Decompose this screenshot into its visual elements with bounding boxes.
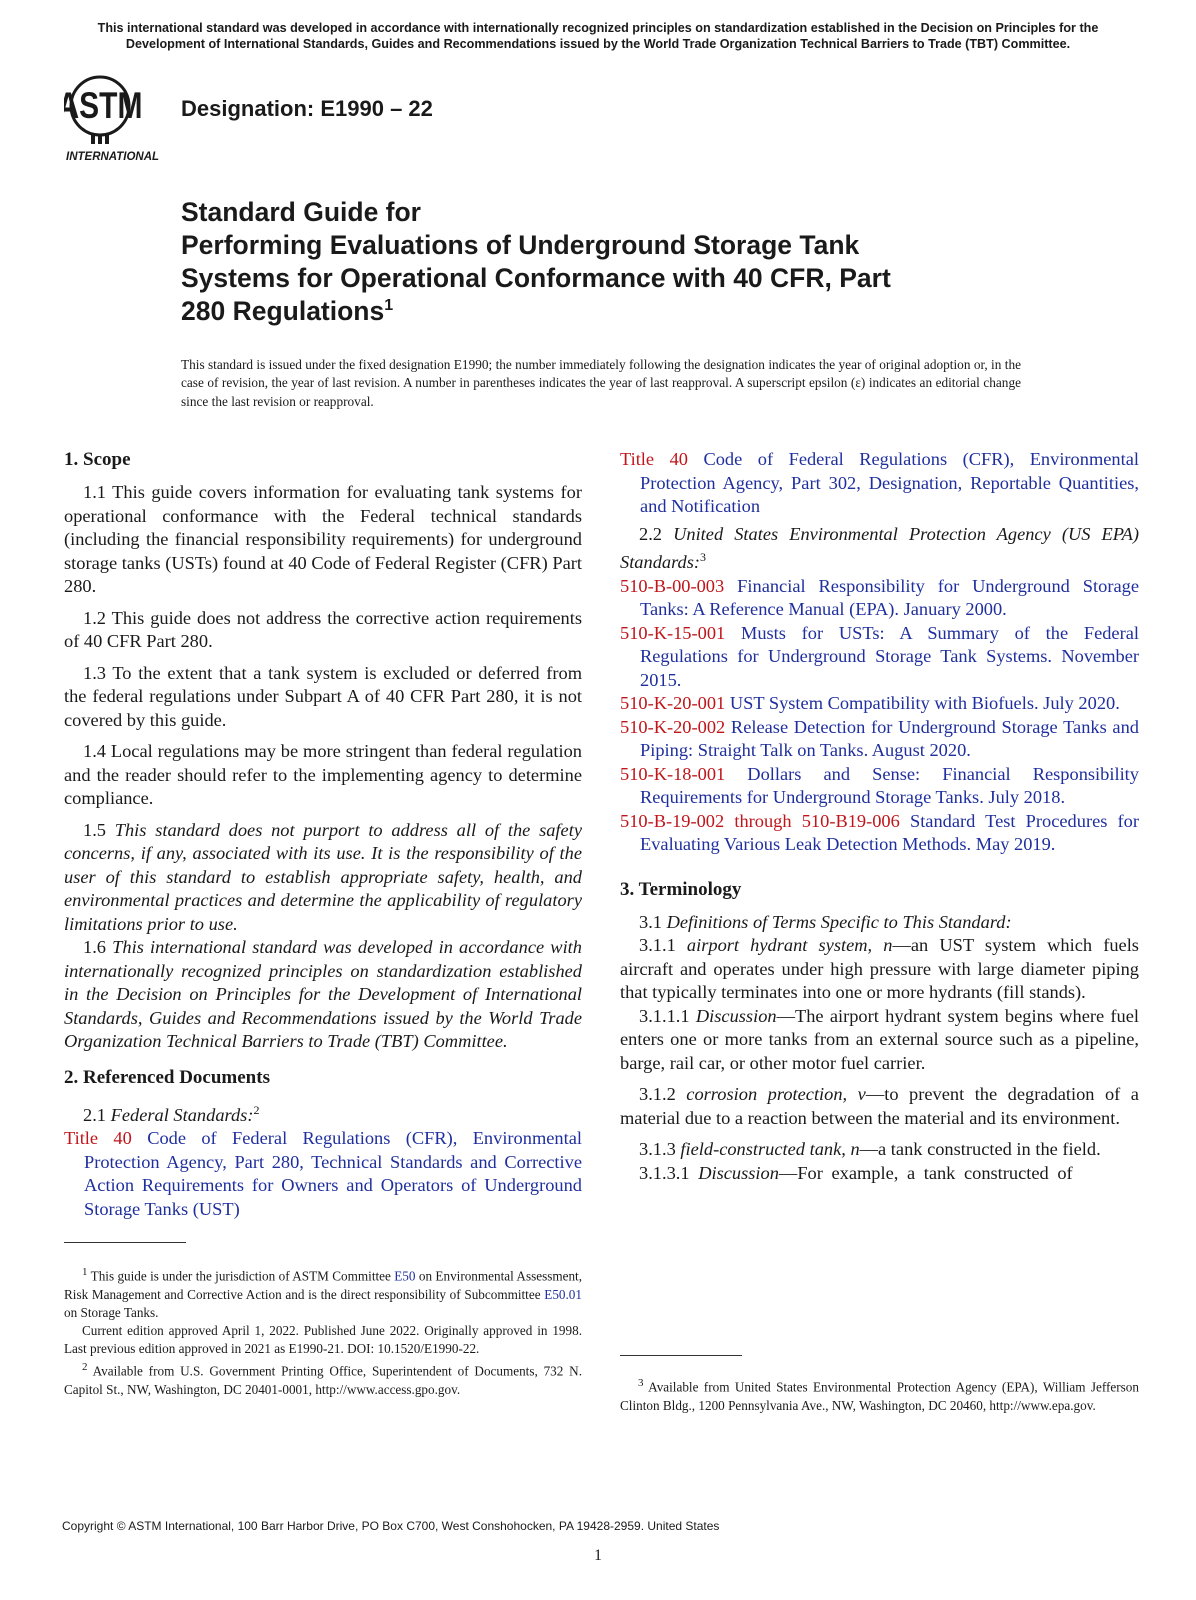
title-line-1: Standard Guide for (181, 197, 421, 227)
paragraph-1-2: 1.2 This guide does not address the corrective action requirements of 40 CFR Part 280. (64, 607, 582, 651)
terminology-heading: 3. Terminology (620, 878, 742, 900)
paragraph-1-1: 1.1 This guide covers information for evaluating tank systems for operational conformance with the Federal technical standards (including the financial responsibility requirements) for underground storage tanks (USTs) found at 40 Code of Federal Register (CFR) Part 280. (64, 482, 582, 596)
astm-logo-icon (64, 68, 168, 164)
epa-reference[interactable]: 510-K-20-002 Release Detection for Underground Storage Tanks and Piping: Straight Talk on Tanks. August 2020. (620, 716, 1139, 761)
title-footnote-mark: 1 (384, 297, 394, 315)
discussion-3-1-3-1: 3.1.3.1 Discussion—For example, a tank constructed of (639, 1162, 1073, 1183)
footnotes-left (64, 1263, 582, 1399)
term-corrosion-protection: 3.1.2 corrosion protection, v—to prevent the degradation of a material due to a reaction between the material and its environment. (620, 1084, 1139, 1128)
footnotes-right (620, 1374, 1139, 1415)
right-column (620, 448, 1139, 1185)
epa-reference[interactable]: 510-K-18-001 Dollars and Sense: Financial Responsibility Requirements for Underground Storage Tanks. July 2018. (620, 763, 1139, 808)
left-column (64, 448, 582, 1221)
title-line-2: Performing Evaluations of Underground Storage Tank (181, 230, 860, 260)
epa-reference-range[interactable]: 510-B-19-002 through 510-B19-006 Standard Test Procedures for Evaluating Various Leak Detection Methods. May 2019. (620, 810, 1139, 855)
footnote-2: $^2$ Available from U.S. Government Printing Office, Superintendent of Documents, 732 N. Capitol St., NW, Washington, DC 20401-0001, http://www.access.gpo.gov. (64, 1361, 583, 1397)
footnote-3: $^3$ Available from United States Environmental Protection Agency (EPA), William Jefferson Clinton Bldg., 1200 Pennsylvania Ave., NW, Washington, DC 20460, http://www.epa.gov. (620, 1377, 1139, 1413)
committee-e50-link[interactable]: E50 (394, 1268, 416, 1284)
federal-standards-label: 2.1 Federal Standards:$^2$ (83, 1102, 260, 1125)
discussion-3-1-1-1: 3.1.1.1 Discussion—The airport hydrant system begins where fuel enters one or more tanks from an external source such as a pipeline, barge, rail car, or other motor fuel carrier. (620, 1005, 1139, 1073)
document-title (181, 196, 1081, 328)
footnote-rule-left (64, 1242, 186, 1243)
title-line-4: 280 Regulations (181, 296, 385, 326)
page-number: 1 (594, 1547, 602, 1564)
reference-title40-part302[interactable]: Title 40 Code of Federal Regulations (CFR), Environmental Protection Agency, Part 302, Designation, Reportable Quantities, and Notification (620, 449, 1139, 516)
scope-heading: 1. Scope (64, 449, 131, 470)
epa-reference[interactable]: 510-K-20-001 UST System Compatibility with Biofuels. July 2020. (620, 693, 1120, 714)
subcommittee-e50-01-link[interactable]: E50.01 (544, 1286, 582, 1302)
references-heading: 2. Referenced Documents (64, 1066, 270, 1088)
svg-text:INTERNATIONAL: INTERNATIONAL (66, 151, 160, 163)
reference-title40-part280[interactable]: Title 40 Code of Federal Regulations (CFR), Environmental Protection Agency, Part 280, Technical Standards and Corrective Action Requirements for Owners and Operators of Underground Storage Tanks (UST) (64, 1128, 582, 1219)
paragraph-1-3: 1.3 To the extent that a tank system is excluded or deferred from the federal regulations under Subpart A of 40 CFR Part 280, it is not covered by this guide. (64, 662, 582, 730)
paragraph-1-4: 1.4 Local regulations may be more stringent than federal regulation and the reader should refer to the implementing agency to determine compliance. (64, 741, 582, 808)
term-airport-hydrant-system: 3.1.1 airport hydrant system, n—an UST system which fuels aircraft and operates under high pressure with large diameter piping that typically terminates into one or more hydrants (fill stands). (620, 935, 1139, 1003)
epa-standards-label: 2.2 United States Environmental Protection Agency (US EPA) Standards:$^3$ (620, 523, 1139, 573)
paragraph-3-1: 3.1 Definitions of Terms Specific to This Standard: (639, 911, 1012, 932)
issue-note: This standard is issued under the fixed designation E1990; the number immediately following the designation indicates the year of original adoption or, in the case of revision, the year of last revision. A number in parentheses indicates the year of last reapproval. A superscript epsilon (ε) indicates an editorial change since the last revision or reapproval. (181, 357, 1021, 409)
designation: Designation: E1990 – 22 (181, 96, 433, 121)
svg-text:ASTM: ASTM (64, 84, 143, 127)
epa-reference[interactable]: 510-B-00-003 Financial Responsibility for Underground Storage Tanks: A Reference Manual (EPA). January 2000. (620, 575, 1139, 620)
footnote-1-edition: Current edition approved April 1, 2022. Published June 2022. Originally approved in 1998. Last previous edition approved in 2021 as E1990-21. DOI: 10.1520/E1990-22. (64, 1323, 582, 1357)
epa-reference[interactable]: 510-K-15-001 Musts for USTs: A Summary of the Federal Regulations for Underground Storage Tank Systems. November 2015. (620, 622, 1139, 690)
term-field-constructed-tank: 3.1.3 field-constructed tank, n—a tank constructed in the field. (639, 1139, 1101, 1160)
copyright-notice: Copyright © ASTM International, 100 Barr Harbor Drive, PO Box C700, West Conshohocken, PA 19428-2959. United States (62, 1519, 720, 1533)
top-notice: This international standard was developed in accordance with internationally recognized principles on standardization established in the Decision on Principles for the Development of International Standards, Guides and Recommendations issued by the World Trade Organization Technical Barriers to Trade (TBT) Committee. (97, 21, 1099, 51)
footnote-1: $^1$ This guide is under the jurisdiction of ASTM Committee E50 on Environmental Assessment, Risk Management and Corrective Action and is the direct responsibility of Subcommittee E50.01 on Storage Tanks. (64, 1266, 583, 1320)
footnote-rule-right (620, 1355, 742, 1356)
title-line-3: Systems for Operational Conformance with 40 CFR, Part (181, 263, 891, 293)
paragraph-1-6: 1.6 This international standard was developed in accordance with internationally recognized principles on standardization established in the Decision on Principles for the Development of International Standards, Guides and Recommendations issued by the World Trade Organization Technical Barriers to Trade (TBT) Committee. (64, 937, 582, 1051)
astm-logo (64, 68, 168, 164)
paragraph-1-5: 1.5 This standard does not purport to address all of the safety concerns, if any, associated with its use. It is the responsibility of the user of this standard to establish appropriate safety, health, and environmental practices and determine the applicability of regulatory limitations prior to use. (64, 819, 582, 934)
